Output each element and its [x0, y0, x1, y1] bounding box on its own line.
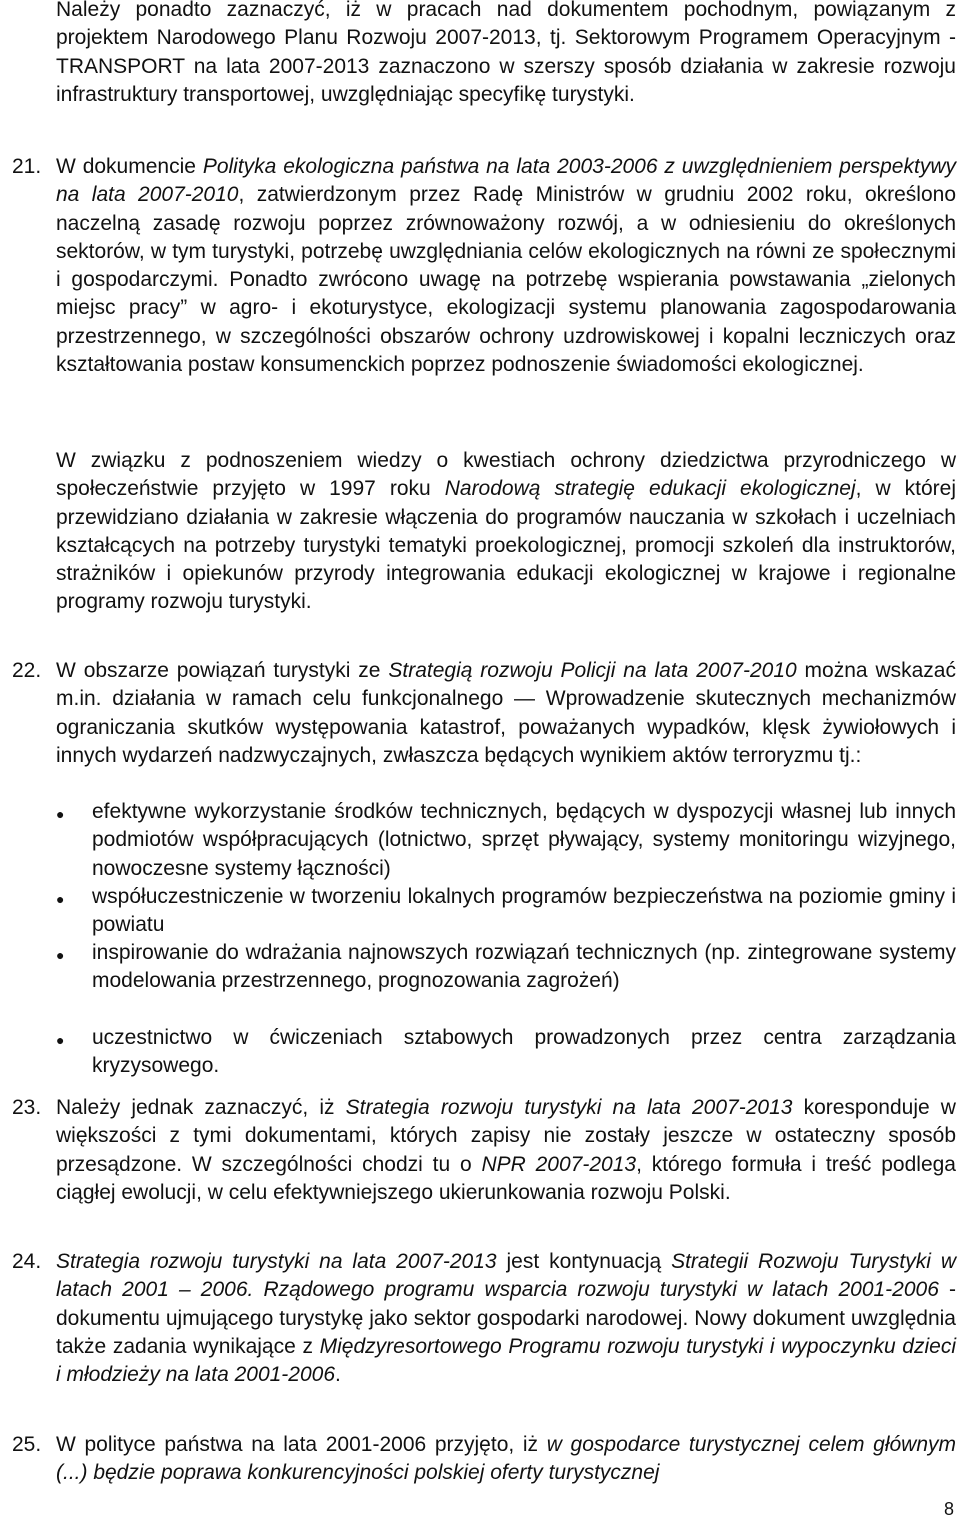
list-item: efektywne wykorzystanie środków technicznych, będących w dyspozycji własnej lub innych podmiotów współpracujących (lotnictwo, sprzęt pływający, systemy monitoringu wizyjnego, nowoczesne systemy łączności): [92, 800, 956, 880]
paragraph-24: [56, 1248, 956, 1389]
list-item: współuczestniczenie w tworzeniu lokalnych programów bezpieczeństwa na poziomie gminy i powiatu: [92, 885, 956, 937]
paragraph-text: można wskazać m.in. działania w ramach celu funkcjonalnego — Wprowadzenie skutecznych mechanizmów ograniczania skutków występowania katastrof, poważanych wypadków, klęsk żywiołowych i innych wydarzeń nadzwyczajnych, zwłaszcza będących wynikiem aktów terroryzmu tj.:: [56, 659, 956, 767]
paragraph-text: - dokumentu ujmującego turystykę jako sektor gospodarki narodowej. Nowy dokument uwzględnia także zadania wynikające z: [56, 1278, 956, 1358]
paragraph-25: [56, 1431, 956, 1488]
bullet-icon: ●: [56, 1032, 65, 1048]
paragraph-21: [56, 153, 956, 379]
paragraph-number: 24.: [12, 1250, 42, 1273]
paragraph-text: W dokumencie: [56, 155, 203, 178]
paragraph-text: W obszarze powiązań turystyki ze: [56, 659, 389, 682]
paragraph-number: 23.: [12, 1096, 42, 1119]
document-title-italic: Strategia rozwoju turystyki na lata 2007-2013: [56, 1250, 497, 1273]
paragraph-text: , zatwierdzonym przez Radę Ministrów w grudniu 2002 roku, określono naczelną zasadę rozwoju poprzez zrównoważony rozwój, a w odniesieniu do określonych sektorów, w tym turystyki, potrzebę uwzględniania celów ekologicznych na równi ze społecznymi i gospodarczymi. Ponadto zwrócono uwagę na potrzebę wspierania powstawania „zielonych miejsc pracy” w agro- i ekoturystyce, ekologizacji systemu planowania zagospodarowania przestrzennego, w szczególności obszarów ochrony uzdrowiskowej i kopalni leczniczych oraz kształtowania postaw konsumenckich poprzez podnoszenie świadomości ekologicznej.: [56, 183, 957, 377]
paragraph-23: [56, 1094, 956, 1207]
document-title-italic: Narodową strategię edukacji ekologicznej: [444, 477, 856, 501]
list-item: uczestnictwo w ćwiczeniach sztabowych prowadzonych przez centra zarządzania kryzysowego.: [92, 1026, 956, 1078]
document-title-italic: Międzyresortowego Programu rozwoju turystyki i wypoczynku dzieci i młodzieży na lata 2001-2006: [56, 1334, 956, 1387]
paragraph-text: W polityce państwa na lata 2001-2006 przyjęto, iż: [56, 1433, 547, 1456]
paragraph-21-continued: [56, 447, 956, 617]
paragraph-text: , w której przewidziano działania w zakresie włączenia do programów nauczania w szkołach i uczelniach kształcących na potrzeby turystyki tematyki proekologicznej, promocji szkoleń dla instruktorów, strażników i opiekunów przyrody integrowania edukacji ekologicznej w krajowe i regionalne programy rozwoju turystyki.: [56, 477, 957, 614]
paragraph-intro: [56, 0, 956, 109]
paragraph-text: Należy jednak zaznaczyć, iż: [56, 1096, 346, 1119]
document-title-italic: Strategią rozwoju Policji na lata 2007-2010: [388, 659, 797, 682]
document-title-italic: NPR 2007-2013: [481, 1152, 637, 1176]
bullet-icon: ●: [56, 891, 65, 907]
page-number: 8: [943, 1499, 954, 1519]
paragraph-text: , którego formuła i treść podlega ciągłej ewolucji, w celu efektywniejszego ukierunkowania rozwoju Polski.: [56, 1152, 956, 1204]
document-title-italic: Strategii Rozwoju Turystyki w latach 2001 – 2006. Rządowego programu wsparcia rozwoju turystyki w latach 2001-2006: [56, 1250, 956, 1302]
list-item: inspirowanie do wdrażania najnowszych rozwiązań technicznych (np. zintegrowane systemy modelowania przestrzennego, prognozowania zagrożeń): [92, 941, 956, 993]
bullet-icon: ●: [56, 947, 65, 963]
paragraph-text: W związku z podnoszeniem wiedzy o kwestiach ochrony dziedzictwa przyrodniczego w społeczeństwie przyjęto w 1997 roku: [56, 449, 956, 501]
bullet-icon: ●: [56, 806, 65, 822]
paragraph-text: Należy ponadto zaznaczyć, iż w pracach nad dokumentem pochodnym, powiązanym z projektem Narodowego Planu Rozwoju 2007-2013, tj. Sektorowym Programem Operacyjnym - TRANSPORT na lata 2007-2013 zaznaczono w szerszy sposób działania w zakresie rozwoju infrastruktury transportowej, uwzględniając specyfikę turystyki.: [56, 0, 956, 106]
paragraph-text: .: [335, 1363, 341, 1387]
quoted-goal-italic: w gospodarce turystycznej celem głównym (...) będzie poprawa konkurencyjności polskiej oferty turystycznej: [56, 1433, 957, 1485]
document-title-italic: Strategia rozwoju turystyki na lata 2007-2013: [345, 1096, 793, 1119]
paragraph-number: 21.: [12, 155, 42, 178]
document-title-italic: Polityka ekologiczna państwa na lata 2003-2006 z uwzględnieniem perspektywy na lata 2007-2010: [56, 155, 956, 207]
paragraph-number: 25.: [12, 1433, 42, 1456]
paragraph-22: [56, 657, 956, 770]
paragraph-number: 22.: [12, 659, 42, 682]
paragraph-text: koresponduje w większości z tymi dokumentami, których zapisy nie zostały jeszcze w ostateczny sposób przesądzone. W szczególności chodzi tu o: [56, 1096, 956, 1176]
paragraph-text: jest kontynuacją: [496, 1250, 672, 1273]
